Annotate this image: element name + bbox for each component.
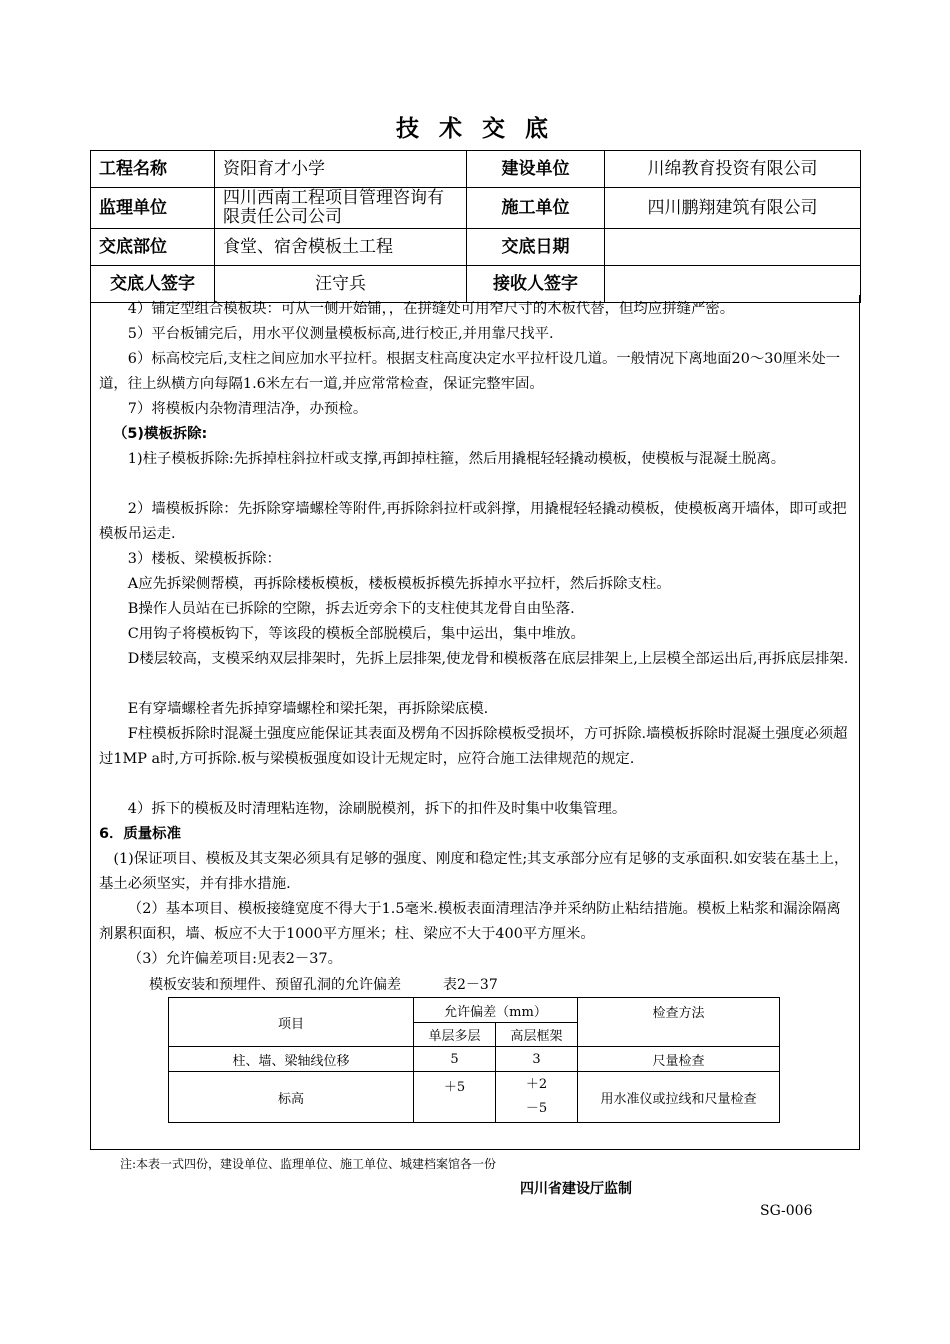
builder-label: 建设单位: [467, 151, 605, 188]
form-code: SG-006: [760, 1203, 813, 1219]
paragraph: 4）拆下的模板及时清理粘连物，涂刷脱模剂，拆下的扣件及时集中收集管理。: [127, 801, 627, 817]
col-tolerance-header: 允许偏差（mm）: [414, 998, 578, 1023]
content-box: [90, 295, 860, 1150]
receiver-label: 接收人签字: [467, 266, 605, 303]
footnote: 注:本表一式四份，建设单位、监理单位、施工单位、城建档案馆各一份: [120, 1157, 497, 1171]
giver-label: 交底人签字: [91, 266, 215, 303]
row2-high-top: ＋2: [525, 1077, 548, 1092]
project-label: 工程名称: [91, 151, 215, 188]
paragraph: B操作人员站在已拆除的空隙，拆去近旁余下的支柱使其龙骨自由坠落.: [127, 601, 575, 617]
supervisor-label: 监理单位: [91, 188, 215, 229]
row2-single: ＋5: [414, 1072, 496, 1123]
paragraph: (1)保证项目、模板及其支架必须具有足够的强度、刚度和稳定性;其支承部分应有足够的支承面积.如安装在基土上，基土必须坚实，并有排水措施.: [99, 851, 849, 892]
col-high-header: 高层框架: [496, 1023, 578, 1047]
col-single-header: 单层多层: [414, 1023, 496, 1047]
supervisor-value: 四川西南工程项目管理咨询有限责任公司公司: [215, 188, 467, 229]
section-heading: （5)模板拆除:: [113, 426, 208, 442]
table-caption: [149, 974, 498, 994]
paragraph: A应先拆梁侧帮模，再拆除楼板模板，楼板模板拆模先拆掉水平拉杆，然后拆除支柱。: [127, 576, 671, 592]
paragraph: F柱模板拆除时混凝土强度应能保证其表面及楞角不因拆除模板受损坏，方可拆除.墙模板拆除时混凝土强度必须超过1MP a时,方可拆除.板与梁模板强度如设计无规定时，应符合施工法律规范的规定.: [99, 726, 848, 767]
paragraph: C用钩子将模板钩下，等该段的模板全部脱模后，集中运出，集中堆放。: [127, 626, 585, 642]
project-value: 资阳育才小学: [215, 151, 467, 188]
paragraph: 4）铺定型组合模板块：可从一侧开始铺，，在拼缝处可用窄尺寸的木板代替，但均应拼缝严密。: [127, 301, 735, 317]
paragraph: D楼层较高，支模采纳双层排架时，先拆上层排架,使龙骨和模板落在底层排架上,上层模全部运出后,再拆底层排架.: [127, 651, 849, 667]
paragraph: 3）楼板、梁模板拆除：: [127, 551, 281, 567]
paragraph: 6）标高校完后,支柱之间应加水平拉杆。根据支柱高度决定水平拉杆设几道。一般情况下离地面20～30厘米处一道，往上纵横方向每隔1.6米左右一道,并应常常检查，保证完整牢固。: [99, 351, 841, 392]
row2-method: 用水准仪或拉线和尺量检查: [578, 1072, 780, 1123]
tolerance-table: [168, 997, 780, 1123]
row1-method: 尺量检查: [578, 1047, 780, 1072]
paragraph: 5）平台板铺完后，用水平仪测量模板标高,进行校正,并用靠尺找平.: [127, 326, 554, 342]
col-item-header: 项目: [169, 998, 414, 1047]
date-label: 交底日期: [467, 229, 605, 266]
col-method-header: 检查方法: [578, 998, 780, 1047]
row1-item: 柱、墙、梁轴线位移: [169, 1047, 414, 1072]
section-heading: 6．质量标准: [99, 826, 181, 842]
row2-item: 标高: [169, 1072, 414, 1123]
row2-high: [496, 1072, 578, 1123]
date-value: [605, 229, 861, 266]
paragraph: （3）允许偏差项目:见表2－37。: [127, 951, 342, 967]
table-number: 表2－37: [443, 977, 498, 993]
part-label: 交底部位: [91, 229, 215, 266]
paragraph: 1)柱子模板拆除:先拆掉柱斜拉杆或支撑,再卸掉柱箍，然后用撬棍轻轻撬动模板，使模板与混凝土脱离。: [127, 451, 786, 467]
builder-value: 川绵教育投资有限公司: [605, 151, 861, 188]
row2-high-bottom: －5: [525, 1101, 548, 1116]
paragraph: （2）基本项目、模板接缝宽度不得大于1.5毫米.模板表面清理洁净并采纳防止粘结措施。模板上粘浆和漏涂隔离剂累积面积，墙、板应不大于1000平方厘米；柱、梁应不大于400平方厘米。: [99, 901, 841, 942]
document-title: 技 术 交 底: [395, 116, 555, 142]
paragraph: 2）墙模板拆除：先拆除穿墙螺栓等附件,再拆除斜拉杆或斜撑，用撬棍轻轻撬动模板，使模板离开墙体，即可或把模板吊运走.: [99, 501, 847, 542]
contractor-label: 施工单位: [467, 188, 605, 229]
paragraph: 7）将模板内杂物清理洁净，办预检。: [127, 401, 368, 417]
header-table: [90, 150, 861, 303]
paragraph: E有穿墙螺栓者先拆掉穿墙螺栓和梁托架，再拆除梁底模.: [127, 701, 489, 717]
table-caption-text: 模板安装和预埋件、预留孔洞的允许偏差: [149, 977, 401, 993]
supervised-by: 四川省建设厅监制: [520, 1181, 632, 1197]
row1-high: 3: [496, 1047, 578, 1072]
part-value: 食堂、宿舍模板土工程: [215, 229, 467, 266]
row1-single: 5: [414, 1047, 496, 1072]
contractor-value: 四川鹏翔建筑有限公司: [605, 188, 861, 229]
giver-signature: 汪守兵: [215, 266, 467, 303]
